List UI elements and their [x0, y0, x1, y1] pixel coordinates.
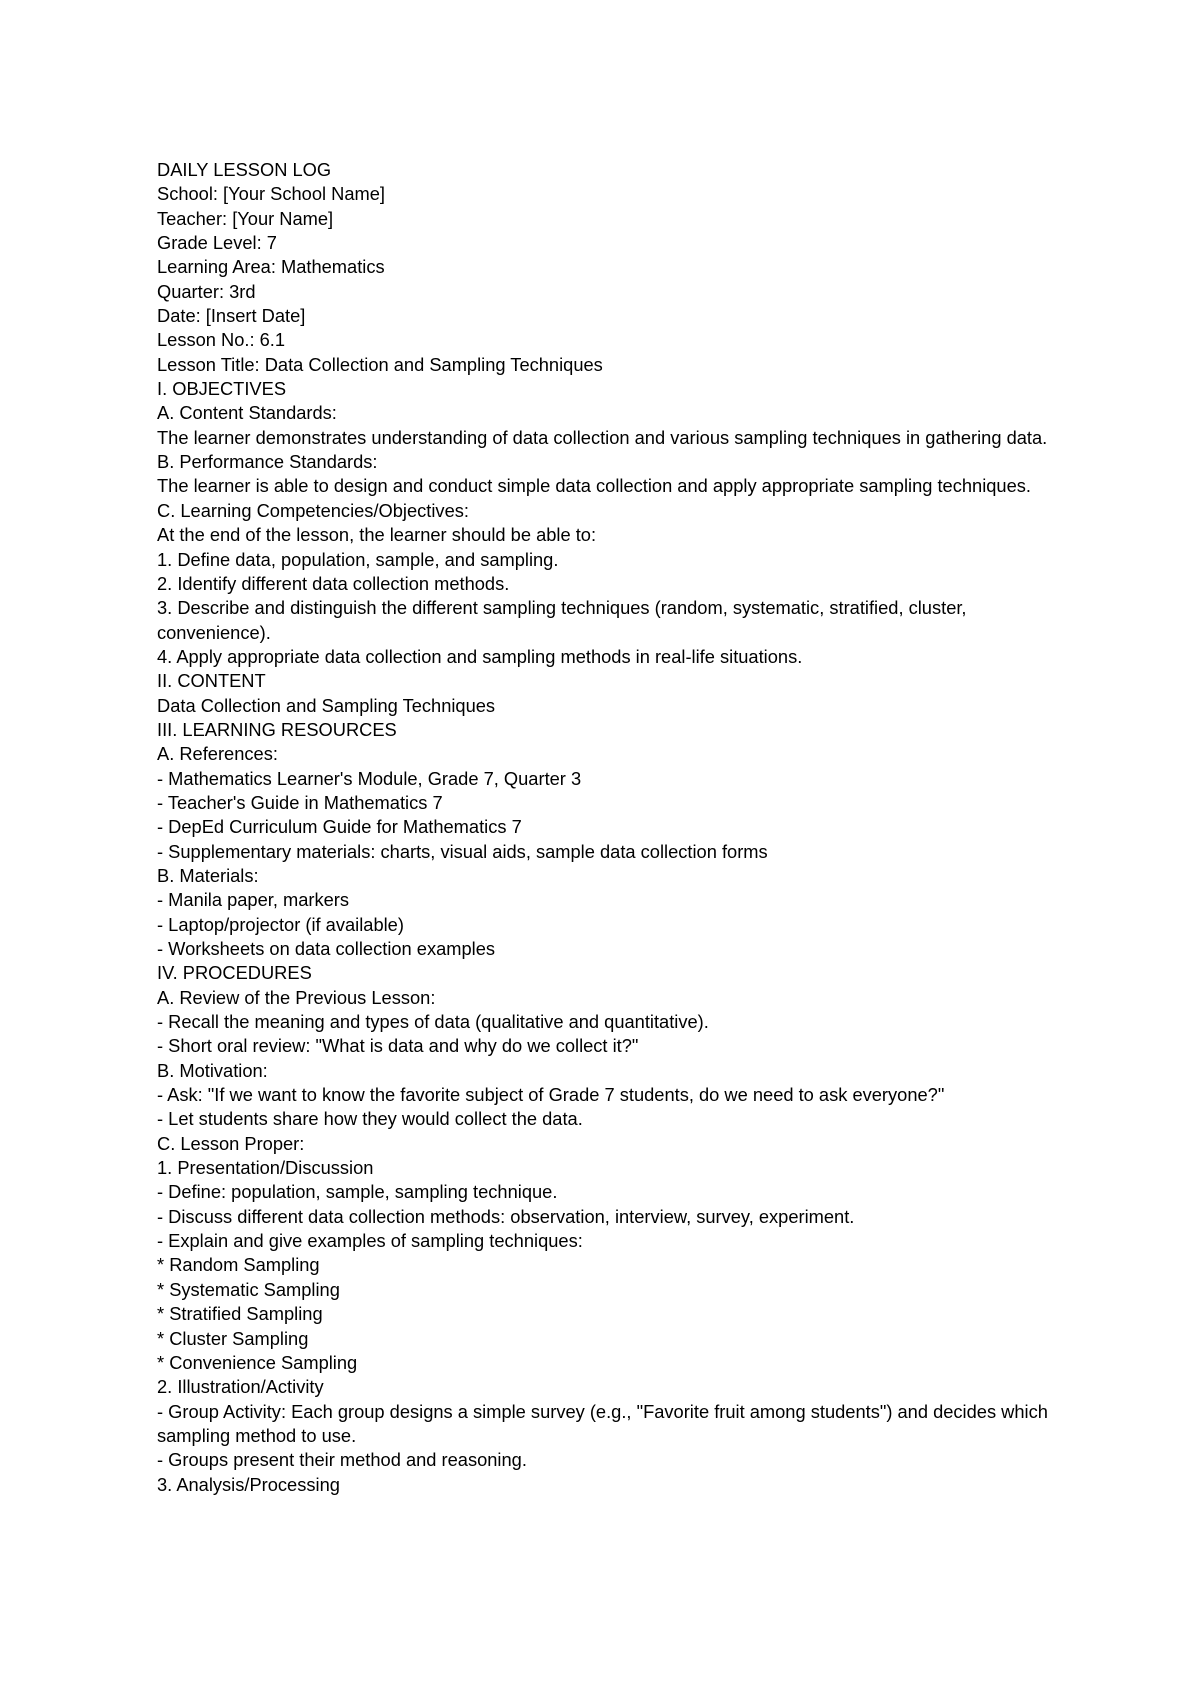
competencies-intro: At the end of the lesson, the learner should be able to:: [157, 524, 597, 546]
sampling-technique-item: * Convenience Sampling: [157, 1351, 358, 1373]
school-field: School: [Your School Name]: [157, 183, 385, 205]
lesson-title-field: Lesson Title: Data Collection and Sampling Techniques: [157, 353, 603, 375]
competency-item: 2. Identify different data collection methods.: [157, 572, 510, 594]
lesson-log-body: [157, 158, 1057, 1497]
sampling-technique-item: * Systematic Sampling: [157, 1278, 340, 1300]
illustration-item: - Groups present their method and reasoning.: [157, 1449, 527, 1471]
learning-resources-heading: III. LEARNING RESOURCES: [157, 718, 397, 740]
reference-item: - DepEd Curriculum Guide for Mathematics 7: [157, 816, 522, 838]
presentation-item: - Define: population, sample, sampling technique.: [157, 1181, 558, 1203]
competencies-heading: C. Learning Competencies/Objectives:: [157, 499, 469, 521]
reference-item: - Supplementary materials: charts, visual aids, sample data collection forms: [157, 840, 768, 862]
lesson-number-field: Lesson No.: 6.1: [157, 329, 286, 351]
review-heading: A. Review of the Previous Lesson:: [157, 986, 436, 1008]
illustration-item: - Group Activity: Each group designs a simple survey (e.g., "Favorite fruit among students") and decides which sampling method to use.: [157, 1400, 1048, 1446]
competency-item: 1. Define data, population, sample, and sampling.: [157, 548, 559, 570]
references-heading: A. References:: [157, 743, 278, 765]
motivation-item: - Ask: "If we want to know the favorite subject of Grade 7 students, do we need to ask everyone?": [157, 1084, 945, 1106]
presentation-item: - Explain and give examples of sampling techniques:: [157, 1230, 583, 1252]
review-item: - Recall the meaning and types of data (qualitative and quantitative).: [157, 1011, 709, 1033]
illustration-heading: 2. Illustration/Activity: [157, 1376, 324, 1398]
competency-item: 3. Describe and distinguish the different sampling techniques (random, systematic, stratified, cluster, convenience).: [157, 597, 967, 643]
material-item: - Worksheets on data collection examples: [157, 938, 496, 959]
review-item: - Short oral review: "What is data and why do we collect it?": [157, 1035, 639, 1057]
sampling-technique-item: * Random Sampling: [157, 1254, 320, 1276]
learning-area-field: Learning Area: Mathematics: [157, 256, 385, 278]
analysis-heading: 3. Analysis/Processing: [157, 1473, 340, 1495]
lesson-proper-heading: C. Lesson Proper:: [157, 1132, 305, 1154]
reference-item: - Mathematics Learner's Module, Grade 7, Quarter 3: [157, 767, 582, 789]
motivation-item: - Let students share how they would collect the data.: [157, 1108, 583, 1130]
sampling-technique-item: * Cluster Sampling: [157, 1327, 309, 1349]
competency-item: 4. Apply appropriate data collection and sampling methods in real-life situations.: [157, 645, 803, 667]
content-text: Data Collection and Sampling Techniques: [157, 694, 496, 716]
reference-item: - Teacher's Guide in Mathematics 7: [157, 791, 443, 813]
presentation-item: - Discuss different data collection methods: observation, interview, survey, experiment.: [157, 1205, 855, 1227]
date-field: Date: [Insert Date]: [157, 305, 306, 327]
performance-standards-heading: B. Performance Standards:: [157, 451, 378, 473]
content-heading: II. CONTENT: [157, 670, 266, 692]
materials-heading: B. Materials:: [157, 864, 259, 886]
content-standards-heading: A. Content Standards:: [157, 402, 337, 424]
motivation-heading: B. Motivation:: [157, 1059, 268, 1081]
material-item: - Manila paper, markers: [157, 889, 350, 911]
grade-level-field: Grade Level: 7: [157, 232, 277, 254]
objectives-heading: I. OBJECTIVES: [157, 378, 287, 400]
document-title: DAILY LESSON LOG: [157, 159, 332, 180]
sampling-technique-item: * Stratified Sampling: [157, 1303, 323, 1325]
presentation-heading: 1. Presentation/Discussion: [157, 1157, 374, 1179]
material-item: - Laptop/projector (if available): [157, 913, 404, 935]
quarter-field: Quarter: 3rd: [157, 280, 256, 302]
performance-standards-text: The learner is able to design and conduct simple data collection and apply appropriate sampling techniques.: [157, 475, 1031, 497]
content-standards-text: The learner demonstrates understanding of data collection and various sampling techniques in gathering data.: [157, 426, 1048, 448]
teacher-field: Teacher: [Your Name]: [157, 207, 334, 229]
procedures-heading: IV. PROCEDURES: [157, 962, 312, 984]
